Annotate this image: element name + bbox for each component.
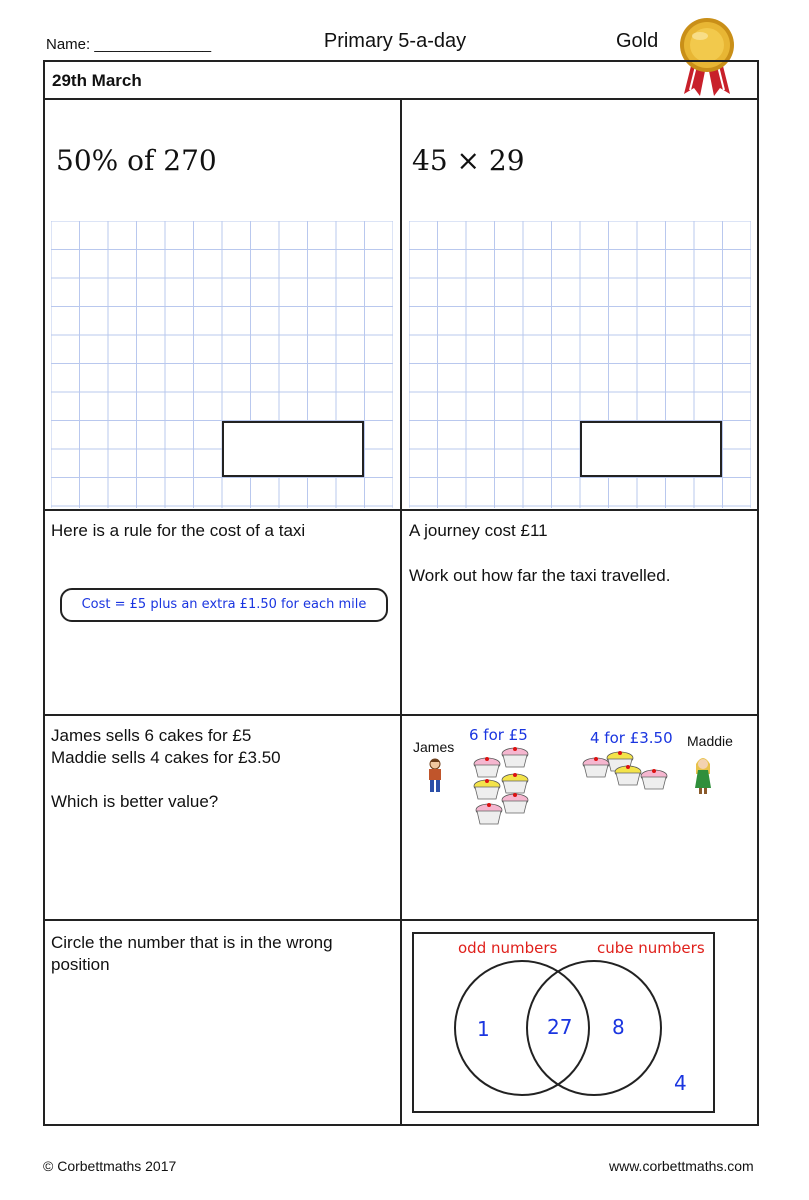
venn-value[interactable]: 4 <box>674 1071 687 1095</box>
taxi-cost-rule: Cost = £5 plus an extra £1.50 for each mile <box>60 588 388 622</box>
date-bar <box>43 60 759 100</box>
venn-value[interactable]: 8 <box>612 1015 625 1039</box>
question-multiplication: 45 × 29 <box>412 144 525 177</box>
cupcake-icon <box>476 803 502 824</box>
question-percentage: 50% of 270 <box>56 144 217 177</box>
girl-figure-icon <box>692 756 714 796</box>
maddie-label: Maddie <box>687 733 733 749</box>
boy-figure-icon <box>425 758 445 794</box>
cupcake-icon <box>474 779 500 799</box>
cupcakes-group-six <box>467 742 537 832</box>
james-label: James <box>413 739 455 755</box>
question-taxi-task: Work out how far the taxi travelled. <box>409 566 671 585</box>
venn-value[interactable]: 1 <box>477 1017 490 1041</box>
cupcake-icon <box>641 769 667 789</box>
venn-value[interactable]: 27 <box>547 1015 573 1039</box>
column-divider <box>400 99 402 1126</box>
venn-label-cube: cube numbers <box>597 939 705 957</box>
cupcake-icon <box>502 773 528 793</box>
name-field-label: Name: ______________ <box>46 36 212 53</box>
worksheet-title: Primary 5-a-day <box>323 30 467 52</box>
level-label: Gold <box>616 30 659 52</box>
question-venn-instruction: Circle the number that is in the wrong position <box>51 933 333 974</box>
answer-box[interactable] <box>580 421 722 477</box>
cupcake-icon <box>615 765 641 785</box>
answer-box[interactable] <box>222 421 364 477</box>
maddie-offer: 4 for £3.50 <box>590 729 673 747</box>
question-taxi-intro: Here is a rule for the cost of a taxi <box>51 521 306 540</box>
james-offer: 6 for £5 <box>469 726 528 744</box>
row-divider <box>43 509 759 511</box>
question-cakes-james: James sells 6 cakes for £5 <box>51 726 252 745</box>
row-divider <box>43 714 759 716</box>
cupcake-icon <box>502 747 528 767</box>
cupcake-icon <box>583 757 609 777</box>
cupcake-icon <box>502 793 528 813</box>
worksheet-date: 29th March <box>52 71 142 90</box>
row-divider <box>43 919 759 921</box>
website-link[interactable]: www.corbettmaths.com <box>609 1158 754 1174</box>
question-better-value: Which is better value? <box>51 792 219 811</box>
cupcake-icon <box>474 757 500 777</box>
copyright-text: © Corbettmaths 2017 <box>43 1158 177 1174</box>
venn-label-odd: odd numbers <box>458 939 558 957</box>
question-cakes-maddie: Maddie sells 4 cakes for £3.50 <box>51 748 281 767</box>
question-journey-cost: A journey cost £11 <box>409 521 548 540</box>
cupcakes-group-four <box>580 750 672 800</box>
